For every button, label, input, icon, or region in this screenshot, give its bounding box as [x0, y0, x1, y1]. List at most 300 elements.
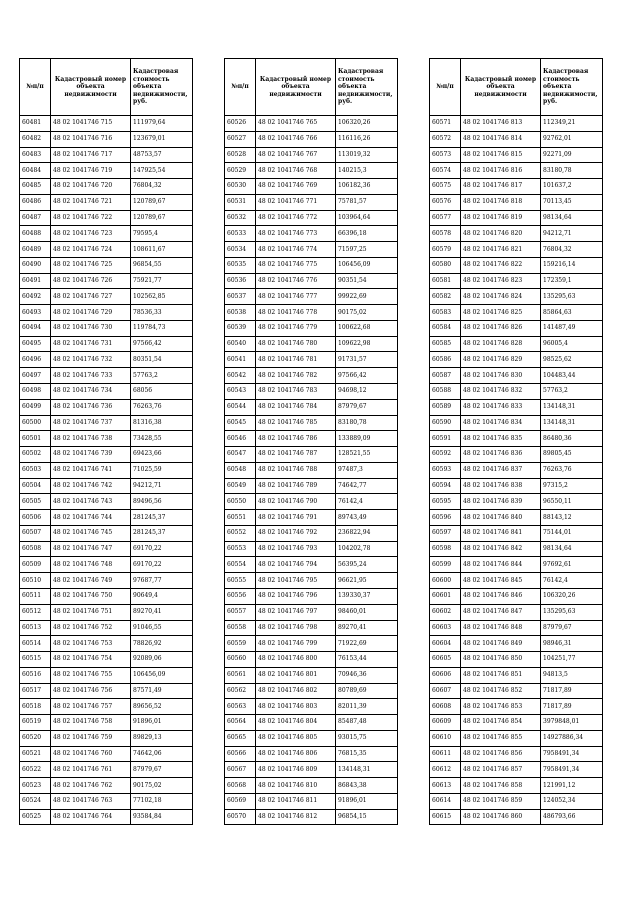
- cadastral-number: 48 02 1041746 797: [256, 604, 336, 620]
- table-row: [225, 715, 398, 731]
- cadastral-cost: 70113,45: [541, 194, 603, 210]
- cadastral-number: 48 02 1041746 860: [461, 809, 541, 825]
- cadastral-cost: 106456,09: [131, 667, 193, 683]
- cadastral-cost: 87979,67: [541, 620, 603, 636]
- cadastral-number: 48 02 1041746 775: [256, 257, 336, 273]
- cadastral-cost: 82011,39: [336, 699, 398, 715]
- row-number: 60560: [225, 652, 256, 668]
- cadastral-number: 48 02 1041746 842: [461, 541, 541, 557]
- row-number: 60488: [20, 226, 51, 242]
- cadastral-cost: 97687,77: [131, 573, 193, 589]
- table-row: [20, 746, 193, 762]
- cadastral-cost: 78536,33: [131, 305, 193, 321]
- table-row: [20, 541, 193, 557]
- row-number: 60570: [225, 809, 256, 825]
- row-number: 60522: [20, 762, 51, 778]
- cadastral-cost: 135295,63: [541, 604, 603, 620]
- cadastral-cost: 96621,95: [336, 573, 398, 589]
- row-number: 60603: [430, 620, 461, 636]
- cadastral-cost: 96854,55: [131, 257, 193, 273]
- cadastral-number: 48 02 1041746 803: [256, 699, 336, 715]
- table-row: [225, 305, 398, 321]
- row-number: 60496: [20, 352, 51, 368]
- table-row: [225, 462, 398, 478]
- cadastral-number: 48 02 1041746 733: [51, 368, 131, 384]
- cadastral-cost: 100622,68: [336, 320, 398, 336]
- row-number: 60573: [430, 147, 461, 163]
- cadastral-number: 48 02 1041746 778: [256, 305, 336, 321]
- table-row: [430, 588, 603, 604]
- cadastral-number: 48 02 1041746 822: [461, 257, 541, 273]
- table-row: [225, 778, 398, 794]
- table-row: [225, 573, 398, 589]
- cadastral-number: 48 02 1041746 854: [461, 715, 541, 731]
- row-number: 60504: [20, 478, 51, 494]
- cadastral-number: 48 02 1041746 734: [51, 384, 131, 400]
- table-row: [430, 557, 603, 573]
- cadastral-cost: 109622,98: [336, 336, 398, 352]
- row-number: 60582: [430, 289, 461, 305]
- table-row: [20, 368, 193, 384]
- table-row: [20, 431, 193, 447]
- row-number: 60523: [20, 778, 51, 794]
- cadastral-number: 48 02 1041746 739: [51, 447, 131, 463]
- cadastral-cost: 96005,4: [541, 336, 603, 352]
- cadastral-cost: 80789,69: [336, 683, 398, 699]
- cadastral-cost: 140215,3: [336, 163, 398, 179]
- cadastral-number: 48 02 1041746 717: [51, 147, 131, 163]
- cadastral-cost: 71817,89: [541, 683, 603, 699]
- row-number: 60533: [225, 226, 256, 242]
- row-number: 60578: [430, 226, 461, 242]
- cadastral-cost: 3979848,01: [541, 715, 603, 731]
- cadastral-number: 48 02 1041746 802: [256, 683, 336, 699]
- table-row: [430, 447, 603, 463]
- cadastral-cost: 90175,02: [336, 305, 398, 321]
- row-number: 60490: [20, 257, 51, 273]
- cadastral-number: 48 02 1041746 841: [461, 525, 541, 541]
- cadastral-number: 48 02 1041746 780: [256, 336, 336, 352]
- table-row: [20, 809, 193, 825]
- row-number: 60571: [430, 116, 461, 132]
- cadastral-number: 48 02 1041746 753: [51, 636, 131, 652]
- header-row: [225, 59, 398, 116]
- table-row: [20, 257, 193, 273]
- table-row: [430, 636, 603, 652]
- cadastral-cost: 102562,85: [131, 289, 193, 305]
- row-number: 60516: [20, 667, 51, 683]
- cadastral-number: 48 02 1041746 737: [51, 415, 131, 431]
- cadastral-number: 48 02 1041746 809: [256, 762, 336, 778]
- table-row: [430, 352, 603, 368]
- row-number: 60527: [225, 131, 256, 147]
- row-number: 60610: [430, 730, 461, 746]
- cadastral-cost: 88143,12: [541, 510, 603, 526]
- cadastral-number: 48 02 1041746 830: [461, 368, 541, 384]
- table-row: [225, 368, 398, 384]
- table-row: [20, 494, 193, 510]
- row-number: 60491: [20, 273, 51, 289]
- table-row: [430, 147, 603, 163]
- row-number: 60613: [430, 778, 461, 794]
- table-row: [225, 652, 398, 668]
- table-row: [225, 510, 398, 526]
- row-number: 60539: [225, 320, 256, 336]
- row-number: 60493: [20, 305, 51, 321]
- cadastral-cost: 98460,01: [336, 604, 398, 620]
- cadastral-number: 48 02 1041746 815: [461, 147, 541, 163]
- cadastral-number: 48 02 1041746 821: [461, 242, 541, 258]
- table-row: [20, 699, 193, 715]
- cadastral-cost: 120789,67: [131, 194, 193, 210]
- row-number: 60586: [430, 352, 461, 368]
- cadastral-cost: 85864,63: [541, 305, 603, 321]
- cadastral-number: 48 02 1041746 768: [256, 163, 336, 179]
- table-row: [225, 399, 398, 415]
- cadastral-cost: 97692,61: [541, 557, 603, 573]
- row-number: 60569: [225, 793, 256, 809]
- cadastral-cost: 90175,02: [131, 778, 193, 794]
- cadastral-cost: 128521,55: [336, 447, 398, 463]
- table-row: [225, 762, 398, 778]
- row-number: 60614: [430, 793, 461, 809]
- table-row: [430, 478, 603, 494]
- cadastral-number: 48 02 1041746 793: [256, 541, 336, 557]
- header-row: [20, 59, 193, 116]
- row-number: 60575: [430, 179, 461, 195]
- table-row: [225, 273, 398, 289]
- row-number: 60537: [225, 289, 256, 305]
- cadastral-number: 48 02 1041746 845: [461, 573, 541, 589]
- cadastral-number: 48 02 1041746 848: [461, 620, 541, 636]
- table-row: [430, 194, 603, 210]
- cadastral-cost: 89496,56: [131, 494, 193, 510]
- row-number: 60592: [430, 447, 461, 463]
- row-number: 60520: [20, 730, 51, 746]
- table-row: [225, 604, 398, 620]
- cadastral-number: 48 02 1041746 810: [256, 778, 336, 794]
- table-row: [225, 116, 398, 132]
- row-number: 60482: [20, 131, 51, 147]
- cadastral-number: 48 02 1041746 835: [461, 431, 541, 447]
- cadastral-cost: 14927886,34: [541, 730, 603, 746]
- table-row: [430, 320, 603, 336]
- cadastral-table-3: [429, 58, 603, 825]
- cadastral-cost: 7958491,34: [541, 746, 603, 762]
- cadastral-number: 48 02 1041746 760: [51, 746, 131, 762]
- cadastral-number: 48 02 1041746 732: [51, 352, 131, 368]
- cadastral-cost: 71922,69: [336, 636, 398, 652]
- cadastral-number: 48 02 1041746 811: [256, 793, 336, 809]
- cadastral-cost: 70946,36: [336, 667, 398, 683]
- cadastral-number: 48 02 1041746 847: [461, 604, 541, 620]
- cadastral-cost: 97566,42: [336, 368, 398, 384]
- cadastral-number: 48 02 1041746 755: [51, 667, 131, 683]
- cadastral-cost: 75781,57: [336, 194, 398, 210]
- table-row: [430, 273, 603, 289]
- table-row: [430, 525, 603, 541]
- row-number: 60566: [225, 746, 256, 762]
- table-row: [225, 793, 398, 809]
- row-number: 60543: [225, 384, 256, 400]
- cadastral-number: 48 02 1041746 731: [51, 336, 131, 352]
- cadastral-cost: 75144,01: [541, 525, 603, 541]
- cadastral-number: 48 02 1041746 834: [461, 415, 541, 431]
- header-cadastral-cost: Кадастровая стоимость объекта недвижимости, руб.: [541, 59, 603, 116]
- table-row: [430, 573, 603, 589]
- row-number: 60511: [20, 588, 51, 604]
- cadastral-table-1: [19, 58, 193, 825]
- cadastral-cost: 76804,32: [541, 242, 603, 258]
- cadastral-cost: 119784,73: [131, 320, 193, 336]
- table-row: [225, 667, 398, 683]
- cadastral-number: 48 02 1041746 716: [51, 131, 131, 147]
- row-number: 60506: [20, 510, 51, 526]
- cadastral-cost: 133889,09: [336, 431, 398, 447]
- cadastral-number: 48 02 1041746 738: [51, 431, 131, 447]
- row-number: 60532: [225, 210, 256, 226]
- table-row: [20, 116, 193, 132]
- table-row: [225, 242, 398, 258]
- row-number: 60489: [20, 242, 51, 258]
- table-row: [430, 604, 603, 620]
- cadastral-cost: 75921,77: [131, 273, 193, 289]
- cadastral-cost: 134148,31: [336, 762, 398, 778]
- cadastral-number: 48 02 1041746 757: [51, 699, 131, 715]
- cadastral-cost: 113019,32: [336, 147, 398, 163]
- cadastral-number: 48 02 1041746 784: [256, 399, 336, 415]
- cadastral-number: 48 02 1041746 855: [461, 730, 541, 746]
- row-number: 60510: [20, 573, 51, 589]
- row-number: 60528: [225, 147, 256, 163]
- cadastral-number: 48 02 1041746 726: [51, 273, 131, 289]
- cadastral-number: 48 02 1041746 772: [256, 210, 336, 226]
- row-number: 60607: [430, 683, 461, 699]
- cadastral-cost: 83180,78: [541, 163, 603, 179]
- cadastral-cost: 48753,57: [131, 147, 193, 163]
- cadastral-cost: 92271,09: [541, 147, 603, 163]
- cadastral-cost: 74642,06: [131, 746, 193, 762]
- row-number: 60588: [430, 384, 461, 400]
- cadastral-cost: 66396,18: [336, 226, 398, 242]
- cadastral-cost: 89270,41: [131, 604, 193, 620]
- cadastral-number: 48 02 1041746 786: [256, 431, 336, 447]
- row-number: 60485: [20, 179, 51, 195]
- cadastral-number: 48 02 1041746 787: [256, 447, 336, 463]
- cadastral-number: 48 02 1041746 846: [461, 588, 541, 604]
- table-row: [20, 652, 193, 668]
- cadastral-cost: 76153,44: [336, 652, 398, 668]
- row-number: 60576: [430, 194, 461, 210]
- row-number: 60513: [20, 620, 51, 636]
- cadastral-number: 48 02 1041746 799: [256, 636, 336, 652]
- cadastral-number: 48 02 1041746 823: [461, 273, 541, 289]
- table-row: [430, 116, 603, 132]
- row-number: 60591: [430, 431, 461, 447]
- cadastral-number: 48 02 1041746 836: [461, 447, 541, 463]
- cadastral-cost: 106320,26: [541, 588, 603, 604]
- cadastral-cost: 97315,2: [541, 478, 603, 494]
- table-row: [225, 588, 398, 604]
- cadastral-cost: 89656,52: [131, 699, 193, 715]
- cadastral-cost: 94813,5: [541, 667, 603, 683]
- row-number: 60557: [225, 604, 256, 620]
- cadastral-cost: 96854,15: [336, 809, 398, 825]
- cadastral-cost: 98525,62: [541, 352, 603, 368]
- cadastral-cost: 87979,67: [131, 762, 193, 778]
- table-row: [225, 557, 398, 573]
- cadastral-cost: 90649,4: [131, 588, 193, 604]
- table-row: [430, 257, 603, 273]
- cadastral-number: 48 02 1041746 769: [256, 179, 336, 195]
- row-number: 60502: [20, 447, 51, 463]
- table-row: [430, 242, 603, 258]
- cadastral-number: 48 02 1041746 856: [461, 746, 541, 762]
- row-number: 60608: [430, 699, 461, 715]
- table-row: [20, 447, 193, 463]
- table-row: [225, 320, 398, 336]
- row-number: 60538: [225, 305, 256, 321]
- cadastral-number: 48 02 1041746 756: [51, 683, 131, 699]
- row-number: 60598: [430, 541, 461, 557]
- cadastral-number: 48 02 1041746 776: [256, 273, 336, 289]
- table-row: [430, 384, 603, 400]
- cadastral-cost: 74642,77: [336, 478, 398, 494]
- row-number: 60609: [430, 715, 461, 731]
- header-cadastral-cost: Кадастровая стоимость объекта недвижимости, руб.: [131, 59, 193, 116]
- table-row: [430, 809, 603, 825]
- table-row: [430, 652, 603, 668]
- cadastral-number: 48 02 1041746 721: [51, 194, 131, 210]
- cadastral-number: 48 02 1041746 750: [51, 588, 131, 604]
- row-number: 60604: [430, 636, 461, 652]
- cadastral-cost: 83180,78: [336, 415, 398, 431]
- cadastral-number: 48 02 1041746 812: [256, 809, 336, 825]
- table-row: [20, 462, 193, 478]
- cadastral-cost: 86843,38: [336, 778, 398, 794]
- cadastral-cost: 106182,36: [336, 179, 398, 195]
- cadastral-cost: 89805,45: [541, 447, 603, 463]
- row-number: 60507: [20, 525, 51, 541]
- cadastral-cost: 87979,67: [336, 399, 398, 415]
- row-number: 60554: [225, 557, 256, 573]
- row-number: 60521: [20, 746, 51, 762]
- row-number: 60547: [225, 447, 256, 463]
- header-num: №п/п: [20, 59, 51, 116]
- cadastral-cost: 96550,11: [541, 494, 603, 510]
- table-row: [225, 620, 398, 636]
- cadastral-number: 48 02 1041746 722: [51, 210, 131, 226]
- cadastral-cost: 87571,49: [131, 683, 193, 699]
- row-number: 60530: [225, 179, 256, 195]
- cadastral-cost: 141487,49: [541, 320, 603, 336]
- cadastral-cost: 76263,76: [131, 399, 193, 415]
- cadastral-number: 48 02 1041746 819: [461, 210, 541, 226]
- cadastral-cost: 76263,76: [541, 462, 603, 478]
- cadastral-number: 48 02 1041746 766: [256, 131, 336, 147]
- row-number: 60540: [225, 336, 256, 352]
- table-row: [225, 131, 398, 147]
- table-row: [20, 683, 193, 699]
- cadastral-number: 48 02 1041746 767: [256, 147, 336, 163]
- cadastral-number: 48 02 1041746 832: [461, 384, 541, 400]
- row-number: 60599: [430, 557, 461, 573]
- cadastral-number: 48 02 1041746 840: [461, 510, 541, 526]
- cadastral-cost: 236822,94: [336, 525, 398, 541]
- table-row: [20, 636, 193, 652]
- table-row: [430, 336, 603, 352]
- row-number: 60505: [20, 494, 51, 510]
- row-number: 60559: [225, 636, 256, 652]
- cadastral-number: 48 02 1041746 724: [51, 242, 131, 258]
- row-number: 60587: [430, 368, 461, 384]
- cadastral-number: 48 02 1041746 764: [51, 809, 131, 825]
- row-number: 60495: [20, 336, 51, 352]
- table-row: [430, 541, 603, 557]
- row-number: 60581: [430, 273, 461, 289]
- cadastral-number: 48 02 1041746 747: [51, 541, 131, 557]
- table-row: [225, 541, 398, 557]
- row-number: 60497: [20, 368, 51, 384]
- cadastral-number: 48 02 1041746 851: [461, 667, 541, 683]
- row-number: 60512: [20, 604, 51, 620]
- table-row: [20, 588, 193, 604]
- table-row: [225, 210, 398, 226]
- table-row: [225, 147, 398, 163]
- table-row: [430, 415, 603, 431]
- cadastral-number: 48 02 1041746 833: [461, 399, 541, 415]
- row-number: 60484: [20, 163, 51, 179]
- row-number: 60483: [20, 147, 51, 163]
- cadastral-number: 48 02 1041746 839: [461, 494, 541, 510]
- cadastral-number: 48 02 1041746 859: [461, 793, 541, 809]
- cadastral-cost: 57763,2: [541, 384, 603, 400]
- table-row: [430, 431, 603, 447]
- cadastral-number: 48 02 1041746 779: [256, 320, 336, 336]
- cadastral-cost: 104483,44: [541, 368, 603, 384]
- table-row: [20, 210, 193, 226]
- table-row: [430, 399, 603, 415]
- row-number: 60552: [225, 525, 256, 541]
- table-row: [225, 226, 398, 242]
- cadastral-number: 48 02 1041746 781: [256, 352, 336, 368]
- cadastral-cost: 94212,71: [541, 226, 603, 242]
- row-number: 60567: [225, 762, 256, 778]
- table-row: [20, 336, 193, 352]
- table-row: [225, 478, 398, 494]
- table-row: [430, 715, 603, 731]
- cadastral-number: 48 02 1041746 849: [461, 636, 541, 652]
- row-number: 60544: [225, 399, 256, 415]
- table-row: [430, 305, 603, 321]
- table-row: [20, 762, 193, 778]
- cadastral-number: 48 02 1041746 725: [51, 257, 131, 273]
- row-number: 60593: [430, 462, 461, 478]
- row-number: 60517: [20, 683, 51, 699]
- cadastral-number: 48 02 1041746 749: [51, 573, 131, 589]
- table-row: [225, 447, 398, 463]
- cadastral-cost: 69423,66: [131, 447, 193, 463]
- cadastral-cost: 101637,2: [541, 179, 603, 195]
- cadastral-number: 48 02 1041746 791: [256, 510, 336, 526]
- row-number: 60558: [225, 620, 256, 636]
- table-row: [430, 163, 603, 179]
- cadastral-cost: 93015,75: [336, 730, 398, 746]
- cadastral-cost: 120789,67: [131, 210, 193, 226]
- cadastral-number: 48 02 1041746 762: [51, 778, 131, 794]
- table-row: [430, 179, 603, 195]
- cadastral-number: 48 02 1041746 751: [51, 604, 131, 620]
